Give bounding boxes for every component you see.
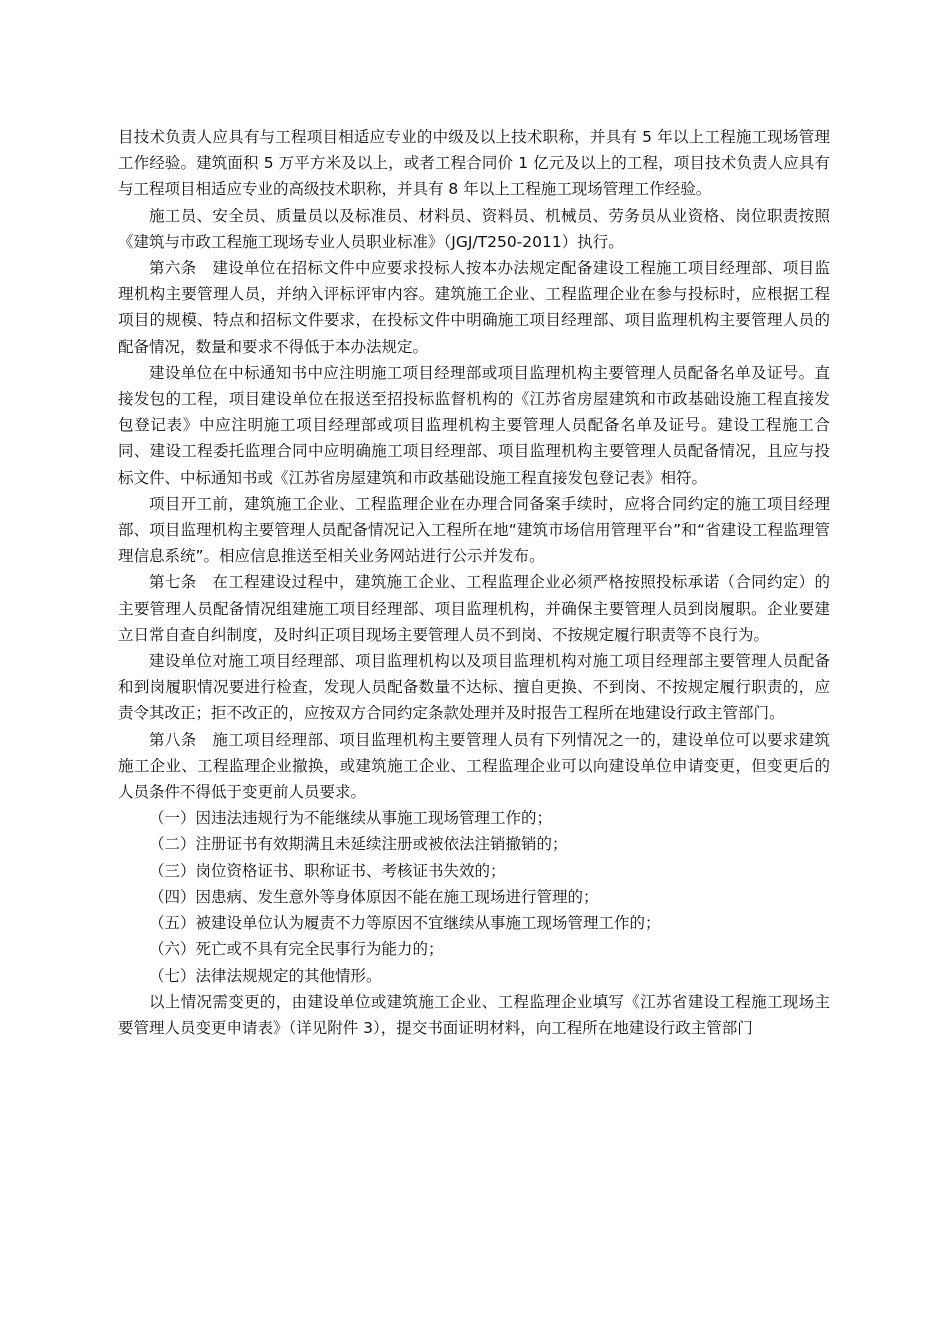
list-item: （五）被建设单位认为履责不力等原因不宜继续从事施工现场管理工作的； <box>149 914 661 933</box>
document-body <box>118 124 830 1041</box>
list-item: （六）死亡或不具有完全民事行为能力的； <box>149 940 444 959</box>
paragraph-contract-filing: 项目开工前，建筑施工企业、工程监理企业在办理合同备案手续时，应将合同约定的施工项目经理部、项目监理机构主要管理人员配备情况记入工程所在地“建筑市场信用管理平台”和“省建设工程监理管理信息系统”。相应信息推送至相关业务网站进行公示并发布。 <box>118 494 830 566</box>
paragraph-article-6: 第六条 建设单位在招标文件中应要求投标人按本办法规定配备建设工程施工项目经理部、项目监理机构主要管理人员，并纳入评标评审内容。建筑施工企业、工程监理企业在参与投标时，应根据工程项目的规模、特点和招标文件要求，在投标文件中明确施工项目经理部、项目监理机构主要管理人员的配备情况，数量和要求不得低于本办法规定。 <box>118 259 830 356</box>
paragraph-award-notice: 建设单位在中标通知书中应注明施工项目经理部或项目监理机构主要管理人员配备名单及证号。直接发包的工程，项目建设单位在报送至招投标监督机构的《江苏省房屋建筑和市政基础设施工程直接发包登记表》中应注明施工项目经理部或项目监理机构主要管理人员配备名单及证号。建设工程施工合同、建设工程委托监理合同中应明确施工项目经理部、项目监理机构主要管理人员配备情况，且应与投标文件、中标通知书或《江苏省房屋建筑和市政基础设施工程直接发包登记表》相符。 <box>118 363 830 487</box>
list-item: （二）注册证书有效期满且未延续注册或被依法注销撤销的； <box>149 835 568 854</box>
paragraph-article-7: 第七条 在工程建设过程中，建筑施工企业、工程监理企业必须严格按照投标承诺（合同约定）的主要管理人员配备情况组建施工项目经理部、项目监理机构，并确保主要管理人员到岗履职。企业要建立日常自查自纠制度，及时纠正项目现场主要管理人员不到岗、不按规定履行职责等不良行为。 <box>118 573 830 644</box>
list-item: （七）法律法规规定的其他情形。 <box>149 966 382 985</box>
paragraph-inspection: 建设单位对施工项目经理部、项目监理机构以及项目监理机构对施工项目经理部主要管理人员配备和到岗履职情况要进行检查，发现人员配备数量不达标、擅自更换、不到岗、不按规定履行职责的，应责令其改正；拒不改正的，应按双方合同约定条款处理并及时报告工程所在地建设行政主管部门。 <box>118 652 830 723</box>
paragraph-change-procedure: 以上情况需变更的，由建设单位或建筑施工企业、工程监理企业填写《江苏省建设工程施工现场主要管理人员变更申请表》（详见附件 3），提交书面证明材料，向工程所在地建设行政主管部门 <box>118 992 830 1037</box>
paragraph-article-8: 第八条 施工项目经理部、项目监理机构主要管理人员有下列情况之一的，建设单位可以要求建筑施工企业、工程监理企业撤换，或建筑施工企业、工程监理企业可以向建设单位申请变更，但变更后的人员条件不得低于变更前人员要求。 <box>118 730 830 802</box>
list-item: （四）因患病、发生意外等身体原因不能在施工现场进行管理的； <box>149 887 599 906</box>
list-item: （一）因违法违规行为不能继续从事施工现场管理工作的； <box>149 809 553 828</box>
list-item: （三）岗位资格证书、职称证书、考核证书失效的； <box>149 861 506 880</box>
paragraph-staff-qualifications: 施工员、安全员、质量员以及标准员、材料员、资料员、机械员、劳务员从业资格、岗位职责按照《建筑与市政工程施工现场专业人员职业标准》（JGJ/T250-2011）执行。 <box>118 206 830 251</box>
paragraph-tech-lead-requirements: 目技术负责人应具有与工程项目相适应专业的中级及以上技术职称，并具有 5 年以上工程施工现场管理工作经验。建筑面积 5 万平方米及以上，或者工程合同价 1 亿元及以上的工程，项目技术负责人应具有与工程项目相适应专业的高级技术职称，并具有 8 年以上工程施工现场管理工作经验。 <box>118 128 830 199</box>
